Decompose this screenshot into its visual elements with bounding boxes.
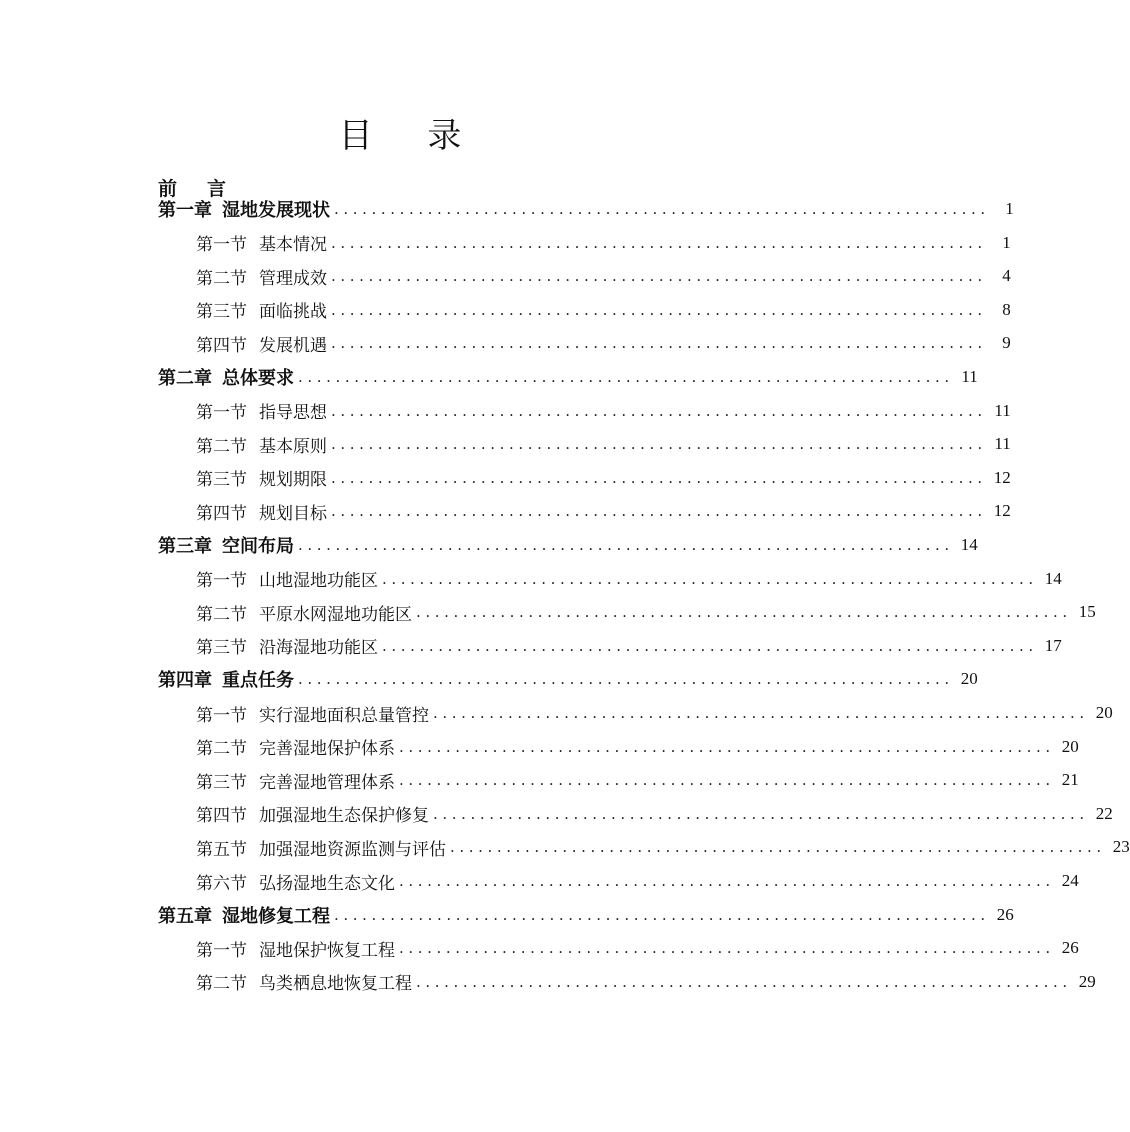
entry-number: 第二节 (196, 974, 247, 995)
toc-preface: 前言 (158, 178, 257, 200)
dot-leader: ...................................................................... (331, 435, 987, 454)
dot-leader: ...................................................................... (433, 804, 1089, 823)
entry-number: 第三节 (196, 470, 247, 491)
toc-section-entry (196, 565, 1062, 593)
toc-section-entry (196, 968, 1096, 996)
entry-title: 加强湿地生态保护修复 (259, 806, 429, 827)
entry-page-number: 12 (993, 501, 1011, 521)
entry-number: 第三节 (196, 302, 247, 323)
toc-chapter-entry (158, 195, 1014, 223)
entry-page-number: 14 (1044, 568, 1062, 588)
toc-section-entry (196, 262, 1011, 290)
entry-title: 基本情况 (259, 235, 327, 256)
entry-number: 第四节 (196, 335, 247, 356)
entry-number: 第一章 (158, 200, 212, 221)
dot-leader: ...................................................................... (331, 468, 987, 487)
entry-page-number: 21 (1061, 770, 1079, 790)
entry-title: 加强湿地资源监测与评估 (259, 839, 446, 860)
dot-leader: ...................................................................... (331, 502, 987, 521)
dot-leader: ...................................................................... (399, 939, 1055, 958)
entry-page-number: 20 (1061, 736, 1079, 756)
dot-leader: ...................................................................... (331, 233, 987, 252)
dot-leader: ...................................................................... (382, 636, 1038, 655)
entry-page-number: 1 (1005, 199, 1014, 218)
entry-title: 规划期限 (259, 470, 327, 491)
dot-leader: ...................................................................... (298, 368, 954, 386)
toc-section-entry (196, 800, 1113, 828)
dot-leader: ...................................................................... (416, 972, 1072, 991)
toc-section-entry (196, 766, 1079, 794)
toc-section-entry (196, 329, 1011, 357)
entry-title: 管理成效 (259, 268, 327, 289)
entry-title: 湿地发展现状 (222, 200, 330, 221)
entry-page-number: 14 (960, 535, 978, 554)
dot-leader: ...................................................................... (298, 536, 954, 554)
entry-number: 第四章 (158, 670, 212, 692)
dot-leader: ...................................................................... (382, 569, 1038, 588)
entry-page-number: 20 (1095, 703, 1113, 722)
dot-leader: ...................................................................... (334, 905, 990, 924)
page-title: 目 录 (338, 116, 484, 156)
toc-section-entry (196, 296, 1011, 324)
entry-title: 实行湿地面积总量管控 (259, 705, 429, 726)
toc-section-entry (196, 464, 1011, 492)
entry-page-number: 29 (1078, 971, 1096, 991)
entry-title: 完善湿地保护体系 (259, 739, 395, 760)
toc-section-entry (196, 833, 1130, 861)
dot-leader: ...................................................................... (331, 401, 987, 420)
toc-section-entry (196, 497, 1011, 525)
entry-number: 第一节 (196, 571, 247, 592)
entry-number: 第二节 (196, 604, 247, 625)
entry-page-number: 12 (993, 467, 1011, 487)
toc-chapter-entry (158, 531, 978, 559)
entry-page-number: 26 (1061, 938, 1079, 958)
dot-leader: ...................................................................... (399, 771, 1055, 790)
entry-page-number: 20 (960, 669, 978, 689)
entry-page-number: 17 (1044, 635, 1062, 655)
dot-leader: ...................................................................... (416, 603, 1072, 622)
entry-title: 平原水网湿地功能区 (259, 604, 412, 625)
entry-title: 湿地保护恢复工程 (259, 940, 395, 961)
entry-title: 总体要求 (222, 368, 294, 389)
entry-number: 第三节 (196, 638, 247, 659)
entry-number: 第六节 (196, 873, 247, 894)
dot-leader: ...................................................................... (331, 334, 987, 353)
toc-section-entry (196, 598, 1096, 626)
entry-page-number: 24 (1061, 871, 1079, 890)
entry-title: 面临挑战 (259, 302, 327, 323)
entry-number: 第二章 (158, 368, 212, 389)
entry-page-number: 9 (1002, 333, 1011, 353)
entry-page-number: 15 (1078, 602, 1096, 622)
entry-number: 第一节 (196, 940, 247, 961)
entry-page-number: 26 (996, 904, 1014, 924)
dot-leader: ...................................................................... (399, 737, 1055, 756)
entry-number: 第一节 (196, 403, 247, 424)
entry-number: 第一节 (196, 705, 247, 726)
toc-section-entry (196, 934, 1079, 962)
dot-leader: ...................................................................... (433, 704, 1089, 722)
toc-section-entry (196, 632, 1062, 660)
dot-leader: ...................................................................... (331, 267, 987, 286)
dot-leader: ...................................................................... (334, 200, 990, 218)
entry-number: 第二节 (196, 436, 247, 457)
toc-section-entry (196, 733, 1079, 761)
toc-section-entry (196, 699, 1113, 727)
entry-title: 弘扬湿地生态文化 (259, 873, 395, 894)
entry-page-number: 4 (1002, 266, 1011, 286)
entry-number: 第四节 (196, 503, 247, 524)
entry-number: 第二节 (196, 268, 247, 289)
entry-title: 鸟类栖息地恢复工程 (259, 974, 412, 995)
entry-title: 发展机遇 (259, 335, 327, 356)
entry-title: 规划目标 (259, 503, 327, 524)
entry-page-number: 22 (1095, 803, 1113, 823)
entry-title: 沿海湿地功能区 (259, 638, 378, 659)
entry-page-number: 11 (961, 367, 978, 386)
toc-section-entry (196, 397, 1011, 425)
entry-title: 空间布局 (222, 536, 294, 557)
entry-number: 第五章 (158, 905, 212, 927)
entry-number: 第五节 (196, 839, 247, 860)
entry-page-number: 11 (994, 434, 1011, 454)
entry-number: 第三节 (196, 772, 247, 793)
entry-title: 指导思想 (259, 403, 327, 424)
dot-leader: ...................................................................... (450, 838, 1106, 857)
entry-number: 第二节 (196, 739, 247, 760)
toc-chapter-entry (158, 665, 978, 693)
entry-page-number: 8 (1002, 299, 1011, 319)
toc-chapter-entry (158, 363, 978, 391)
entry-title: 基本原则 (259, 436, 327, 457)
entry-page-number: 23 (1112, 837, 1130, 857)
dot-leader: ...................................................................... (331, 300, 987, 319)
entry-page-number: 1 (1002, 232, 1011, 252)
dot-leader: ...................................................................... (399, 872, 1055, 890)
entry-page-number: 11 (994, 400, 1011, 420)
toc-section-entry (196, 430, 1011, 458)
toc-section-entry (196, 229, 1011, 257)
entry-title: 完善湿地管理体系 (259, 772, 395, 793)
entry-title: 重点任务 (222, 670, 294, 692)
entry-number: 第三章 (158, 536, 212, 557)
dot-leader: ...................................................................... (298, 670, 954, 689)
entry-title: 湿地修复工程 (222, 905, 330, 927)
entry-number: 第四节 (196, 806, 247, 827)
entry-title: 山地湿地功能区 (259, 571, 378, 592)
toc-chapter-entry (158, 901, 1014, 929)
entry-number: 第一节 (196, 235, 247, 256)
toc-section-entry (196, 867, 1079, 895)
